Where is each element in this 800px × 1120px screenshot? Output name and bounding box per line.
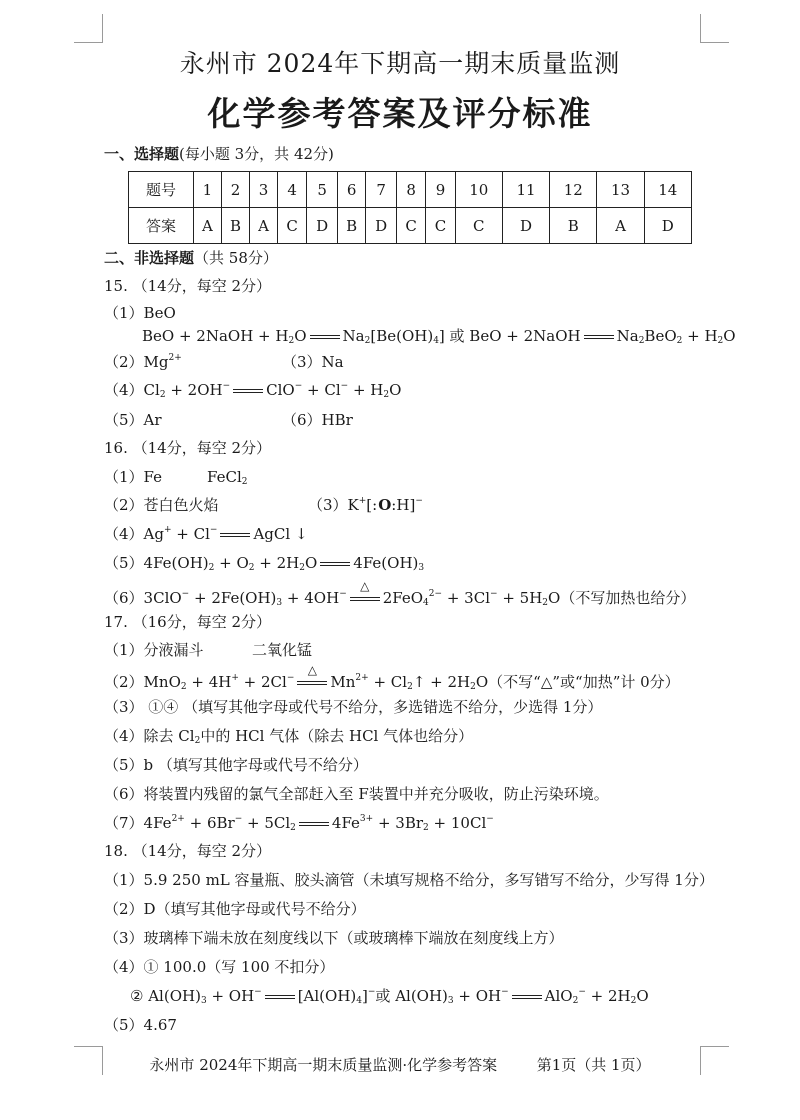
section2-title: 二、非选择题 [104,249,195,267]
answer-table [128,171,692,244]
exam-title: 永州市 2024年下期高一期末质量监测 [179,49,621,78]
equals-sign [265,995,295,999]
heat-triangle: △ [307,663,317,677]
q16-answer-6: $(6)3ClO^- + 2Fe(OH)_3 + 4OH^-$ △ $2FeO_4^{2-} + 3Cl^- + 5H_2O$（不写加热也给分） [104,588,695,608]
table-cell: A [250,208,278,244]
table-cell: 4 [277,172,306,208]
table-cell: 10 [455,172,502,208]
table-cell: C [277,208,306,244]
q18-answer-4-1: （4）① 100.0（写 100 不扣分） [104,958,335,976]
table-cell: 5 [307,172,338,208]
q17-answer-7: $(7)4Fe^{2+} + 6Br^- + 5Cl_2$ $4Fe^{3+} + 3Br_2 + 10Cl^-$ [104,814,494,833]
q15-answer-4: $(4)Cl_2 + 2OH^-$ $ClO^- + Cl^- + H_2O$ [104,381,402,400]
table-cell: 11 [502,172,549,208]
q15-answer-1-equation: BeO + 2NaOH + $H_2O$ $Na_2[Be(OH)_4]$ 或 BeO + 2NaOH $Na_2BeO_2 + H_2O$ [142,327,736,346]
q16-header: 16. （14分，每空 2分） [104,439,272,457]
table-cell: A [194,208,222,244]
equals-sign [584,335,614,339]
crop-mark-top-left [74,14,103,43]
q18-answer-4-2: ② $Al(OH)_3 + OH^-$ $[Al(OH)_4]^-$或 $Al(OH)_3 + OH^-$ $AlO_2^- + 2H_2O$ [130,987,649,1006]
section1-title: 一、选择题 [104,145,180,163]
section1-note: (每小题 3分，共 42分) [179,145,334,163]
equals-sign [220,533,250,537]
equals-sign [299,822,329,826]
table-cell: 14 [644,172,691,208]
heat-triangle: △ [360,579,370,593]
table-cell: B [550,208,597,244]
section2-note: （共 58分） [194,249,278,267]
equals-sign [350,597,380,601]
q17-answer-4: （4）除去 $Cl_2$中的 HCl 气体（除去 HCl 气体也给分） [104,727,474,746]
table-cell: C [396,208,425,244]
q17-answer-6: （6）将装置内残留的氯气全部赶入至 F装置中并充分吸收，防止污染环境。 [104,785,609,803]
equals-sign [297,681,327,685]
q18-answer-5: （5）4.67 [104,1016,177,1034]
table-cell: B [221,208,249,244]
table-cell: 12 [550,172,597,208]
table-cell: D [644,208,691,244]
q15-answer-5: （5）Ar [104,411,162,429]
table-cell: D [502,208,549,244]
table-row-label: 答案 [129,208,194,244]
document-title: 化学参考答案及评分标准 [207,94,593,133]
footer-title: 永州市 2024年下期高一期末质量监测·化学参考答案 [149,1056,498,1074]
q18-answer-2: （2）D（填写其他字母或代号不给分） [104,900,366,918]
table-row-label: 题号 [129,172,194,208]
table-cell: 7 [366,172,397,208]
q16-answer-1: （1）Fe [104,468,163,486]
table-cell: 3 [250,172,278,208]
table-cell: 8 [396,172,425,208]
answer-table-answer-row [129,208,692,244]
q16-answer-2: （2）苍白色火焰 [104,496,219,514]
q17-answer-1-second: 二氧化锰 [252,641,313,659]
table-cell: C [426,208,455,244]
table-cell: B [337,208,365,244]
table-cell: D [307,208,338,244]
q15-answer-1: （1）BeO [104,304,176,322]
section2-heading [104,248,278,268]
q15-answer-3: （3）Na [282,353,344,371]
q17-header: 17. （16分，每空 2分） [104,613,272,631]
table-cell: C [455,208,502,244]
q17-answer-3: （3） ①④ （填写其他字母或代号不给分，多选错选不给分，少选得 1分） [104,698,603,716]
q18-answer-1: （1）5.9 250 mL 容量瓶、胶头滴管（未填写规格不给分，多写错写不给分，少写得 1分） [104,871,714,889]
q16-answer-3-electron-formula: （3）K+[:O:H]− [308,496,423,514]
q17-answer-2: （2）MnO$_2$ + 4H+ + 2Cl− △ $Mn^{2+}$ + $Cl_2↑ + 2H_2O$（不写“△”或“加热”计 0分） [104,672,680,692]
table-cell: 2 [221,172,249,208]
q15-header: 15. （14分，每空 2分） [104,277,272,295]
crop-mark-top-right [700,14,729,43]
q16-answer-5: $(5)4Fe(OH)_2 + O_2 + 2H_2O$ $4Fe(OH)_3$ [104,554,425,573]
page-footer [0,1054,800,1075]
q15-answer-2: $(2)Mg^{2+}$ [104,353,182,371]
q18-answer-3: （3）玻璃棒下端未放在刻度线以下（或玻璃棒下端放在刻度线上方） [104,929,564,947]
page-number: 第1页（共 1页） [536,1056,651,1074]
table-cell: 6 [337,172,365,208]
table-cell: 9 [426,172,455,208]
q16-answer-4: （4）Ag+ + Cl− AgCl ↓ [104,525,308,543]
table-cell: D [366,208,397,244]
q17-answer-1: （1）分液漏斗 [104,641,204,659]
section1-heading [104,144,334,164]
equals-sign [310,335,340,339]
equals-sign [512,995,542,999]
table-cell: 13 [597,172,644,208]
table-cell: A [597,208,644,244]
q17-answer-5: （5）b （填写其他字母或代号不给分） [104,756,368,774]
answer-table-number-row [129,172,692,208]
q15-answer-6: （6）HBr [282,411,353,429]
table-cell: 1 [194,172,222,208]
q16-answer-2nd-blank: FeCl$_2$ [207,468,248,487]
q18-header: 18. （14分，每空 2分） [104,842,272,860]
equals-sign [320,562,350,566]
equals-sign [233,389,263,393]
